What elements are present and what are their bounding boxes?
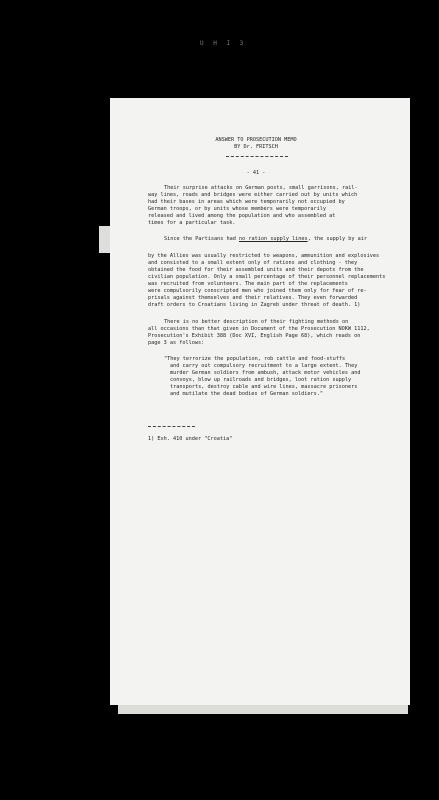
paragraph-4-line: Prosecution's Exhibit 388 (Doc XVI, English Page 68), which reads on xyxy=(148,333,361,339)
paragraph-1-line: way lines, roads and bridges were either carried out by units which xyxy=(148,192,358,198)
paragraph-3-line: by the Allies was usually restricted to weapons, ammunition and explosives xyxy=(148,253,380,259)
quote-line: and mutilate the dead bodies of German soldiers." xyxy=(170,391,324,397)
quote-line: transports, destroy cable and wire lines, massacre prisoners xyxy=(170,384,358,390)
paragraph-4-line: page 3 as follows: xyxy=(148,340,205,346)
paragraph-1-line: had their bases in areas which were temporarily not occupied by xyxy=(148,199,345,205)
paragraph-4-line: There is no better description of their fighting methods on xyxy=(164,319,349,325)
paragraph-2-after: , the supply by air xyxy=(307,236,368,242)
paragraph-1-line: released and lived among the population and who assembled at xyxy=(148,213,336,219)
paragraph-3-line: prisals against themselves and their relatives. They even forwarded xyxy=(148,295,358,301)
paragraph-3-line: and consisted to a small extent only of rations and clothing - they xyxy=(148,260,358,266)
paragraph-3-line: obtained the food for their assembled units and their depots from the xyxy=(148,267,364,273)
heading-rule xyxy=(226,156,288,157)
paragraph-3-line: civilian population. Only a small percentage of their personnel replacements xyxy=(148,274,386,280)
footnote: 1) Exh. 410 under "Croatia" xyxy=(148,436,233,442)
quote-line: convoys, blow up railroads and bridges, loot ration supply xyxy=(170,377,352,383)
quote-line: and carry out compulsory recruitment to a large extent. They xyxy=(170,363,358,369)
quote-line: murder German soldiers from ambush, attack motor vehicles and xyxy=(170,370,361,376)
paragraph-3-line: was recruited from volunteers. The main part of the replacements xyxy=(148,281,348,287)
paragraph-1-line: German troops, or by units whose members were temporarily xyxy=(148,206,327,212)
paragraph-2-before: Since the Partisans had xyxy=(164,236,239,242)
paragraph-2 xyxy=(164,236,367,243)
page-number: - 41 - xyxy=(246,170,266,176)
quote-line: "They terrorize the population, rob cattle and food-stuffs xyxy=(164,356,346,362)
paragraph-4-line: all occasions than that given in Document of the Prosecution NOKW 1112, xyxy=(148,326,370,332)
paragraph-1-line: times for a particular task. xyxy=(148,220,236,226)
document-title: ANSWER TO PROSECUTION MEMO xyxy=(215,137,297,143)
footnote-rule xyxy=(148,426,195,427)
film-frame-mark: U H I 3 xyxy=(200,40,247,47)
document-byline: BY Dr. FRITSCH xyxy=(234,144,278,150)
paragraph-2-underlined: no ration supply lines xyxy=(238,236,308,242)
paragraph-3-line: were compulsorily conscripted men who joined them only for fear of re- xyxy=(148,288,367,294)
paragraph-1-line: Their surprise attacks on German posts, small garrisons, rail- xyxy=(164,185,358,191)
paragraph-3-line: draft orders to Croatians living in Zagreb under threat of death. 1) xyxy=(148,302,361,308)
